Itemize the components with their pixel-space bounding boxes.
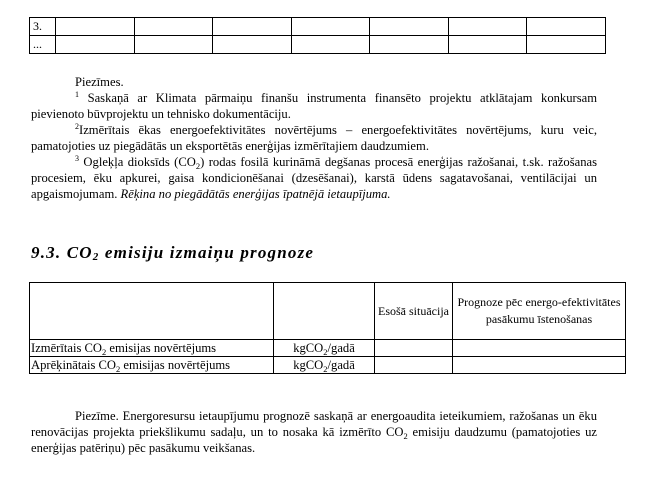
table-header-row: [30, 283, 626, 340]
heading-part: 9.3. CO: [31, 243, 93, 262]
footer-note-text-a: Piezīme. Energoresursu ietaupījumu prognozē saskaņā ar energoaudita ieteikumiem, ražošanas un ēku renovācijas projekta priekšlikumu sadaļu, un to nosaka kā izmērīto CO: [31, 409, 597, 439]
table-cell: [274, 283, 375, 340]
note-2: [31, 122, 597, 154]
value-cell: [375, 357, 453, 374]
value-cell: [453, 340, 626, 357]
notes-title-block: [75, 74, 124, 90]
table-cell: [527, 36, 606, 54]
table-cell: [30, 283, 274, 340]
note-3: [31, 154, 597, 202]
table-cell: [134, 18, 213, 36]
table-cell: [56, 18, 135, 36]
top-table: [29, 17, 606, 54]
footer-note: [31, 408, 597, 456]
row-number: 3.: [30, 18, 56, 36]
footnote-mark: 3: [75, 154, 79, 163]
table-cell: [527, 18, 606, 36]
unit-part: /gadā: [327, 358, 355, 372]
table-cell: [134, 36, 213, 54]
table-cell: [291, 36, 370, 54]
note-3-italic: Rēķina no piegādātās enerģijas īpatnējā ietaupījuma.: [120, 187, 391, 201]
emissions-table: [29, 282, 626, 374]
row-number: ...: [30, 36, 56, 54]
header-forecast: Prognoze pēc energo-efektivitātes pasākumu īstenošanas: [453, 283, 626, 340]
note-1-text: Saskaņā ar Klimata pārmaiņu finanšu instrumenta finansēto projektu atklātajam konkursam pievienoto būvprojektu un tehnisko dokumentāciju.: [31, 91, 597, 121]
unit-part: /gadā: [327, 341, 355, 355]
value-cell: [375, 340, 453, 357]
row-label: [30, 340, 274, 357]
table-row: [30, 357, 626, 374]
footer-note-text-b: emisiju daudzumu (pamatojoties uz enerģijas patēriņu) pēc pasākumu veikšanas.: [31, 425, 597, 455]
subscript: 2: [195, 161, 201, 171]
row-unit: [274, 357, 375, 374]
label-part: emisijas novērtējums: [106, 341, 217, 355]
table-row: [30, 340, 626, 357]
subscript: 2: [102, 347, 107, 357]
footnote-mark: 1: [75, 90, 79, 99]
table-cell: [291, 18, 370, 36]
footnote-mark: 2: [75, 122, 79, 131]
value-cell: [453, 357, 626, 374]
subscript: 2: [403, 431, 408, 441]
table-cell: [448, 18, 527, 36]
subscript: 2: [323, 364, 328, 374]
subscript: 2: [116, 364, 121, 374]
note-3-text-b: ) rodas fosilā kurināmā degšanas procesā enerģijas ražošanai, t.sk. ražošanas procesiem, ēku apkurei, gaisa kondicionēšanai (dzesēšanai), karstā ūdens sagatavošanai, ventilācijai un apgaismojumam.: [31, 155, 597, 201]
table-cell: [370, 18, 449, 36]
label-part: Izmērītais CO: [31, 341, 102, 355]
table-cell: [213, 36, 292, 54]
notes-title: Piezīmes.: [75, 75, 124, 89]
note-2-text: Izmērītais ēkas energoefektivitātes novērtējums – energoefektivitātes novērtējums, kuru veic, pamatojoties uz piegādātās un eksportētās enerģijas izmērītajiem daudzumiem.: [31, 123, 597, 153]
header-current-situation: Esošā situācija: [375, 283, 453, 340]
table-cell: [448, 36, 527, 54]
note-3-text-a: Ogleķļa dioksīds (CO: [79, 155, 196, 169]
table-row: [30, 36, 606, 54]
label-part: Aprēķinātais CO: [31, 358, 116, 372]
row-label: [30, 357, 274, 374]
label-part: emisijas novērtējums: [120, 358, 231, 372]
heading-part: emisiju izmaiņu prognoze: [99, 243, 315, 262]
heading-subscript: 2: [92, 251, 100, 263]
subscript: 2: [323, 347, 328, 357]
unit-part: kgCO: [293, 358, 324, 372]
row-unit: [274, 340, 375, 357]
table-cell: [213, 18, 292, 36]
unit-part: kgCO: [293, 341, 324, 355]
table-cell: [56, 36, 135, 54]
table-cell: [370, 36, 449, 54]
table-row: [30, 18, 606, 36]
note-1: [31, 90, 597, 122]
section-heading: [31, 243, 314, 263]
